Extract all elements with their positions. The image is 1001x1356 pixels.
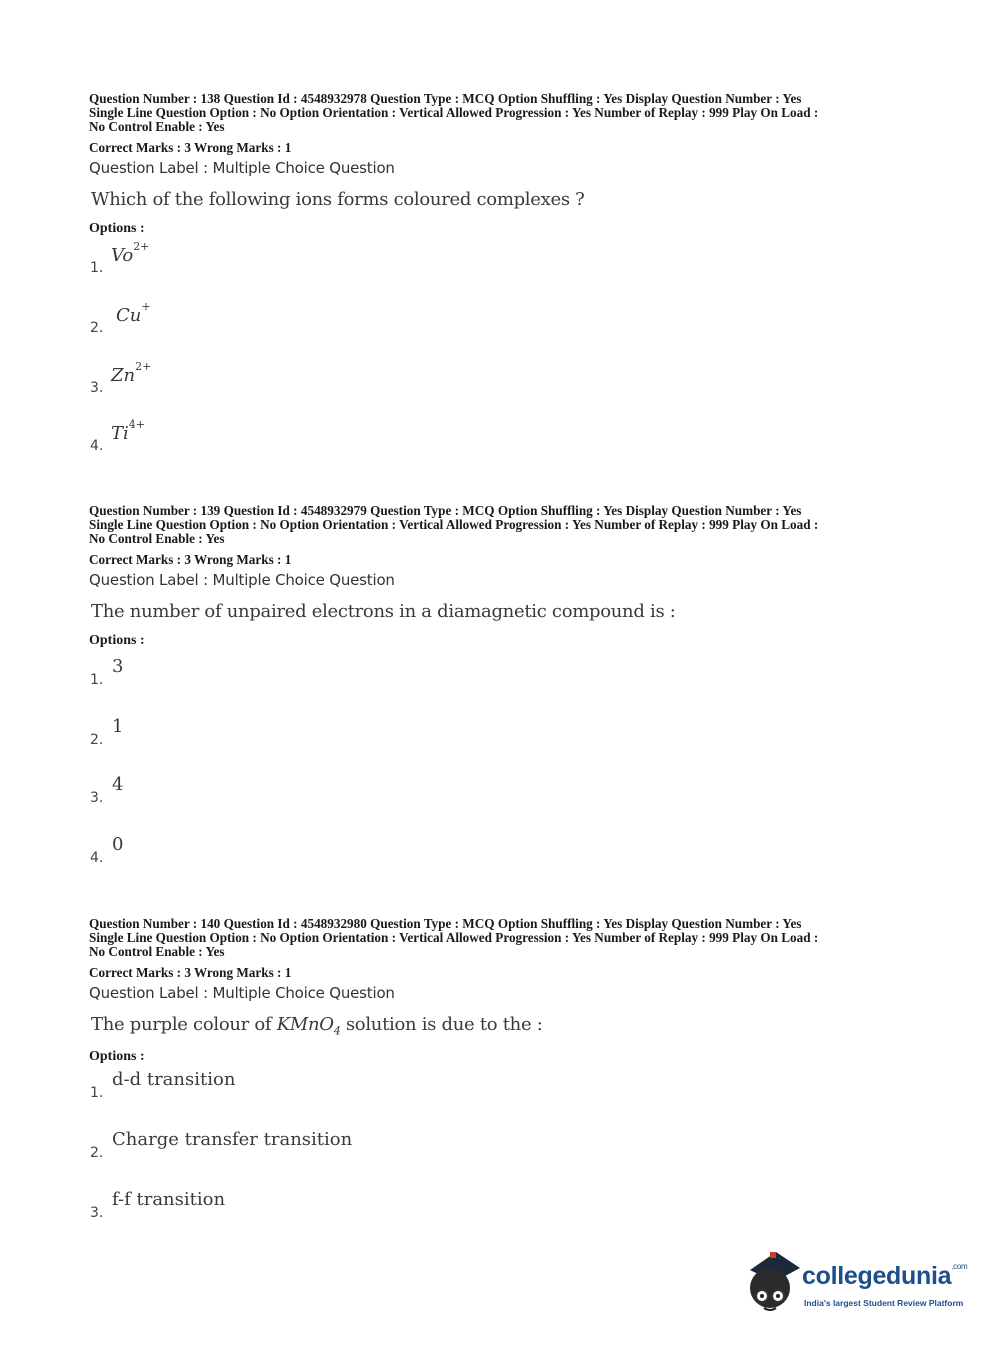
logo-tagline: India's largest Student Review Platform	[804, 1298, 964, 1308]
option-number: 2.	[90, 1145, 104, 1161]
option-value: f-f transition	[112, 1189, 226, 1210]
mascot-icon	[742, 1248, 802, 1318]
option-number: 1.	[90, 672, 104, 688]
option-number: 1.	[90, 1085, 104, 1101]
options-heading: Options :	[89, 633, 145, 648]
options-list-139	[89, 656, 919, 876]
question-marks: Correct Marks : 3 Wrong Marks : 1	[89, 965, 292, 980]
collegedunia-logo	[742, 1248, 972, 1328]
option-number: 2.	[90, 320, 104, 336]
question-block-138	[89, 92, 919, 237]
question-text: Which of the following ions forms coloured complexes ?	[91, 189, 585, 210]
option-number: 3.	[90, 380, 104, 396]
option-number: 1.	[90, 260, 104, 276]
options-heading: Options :	[89, 221, 145, 236]
option-value: 3	[112, 656, 124, 677]
option-number: 4.	[90, 850, 104, 866]
question-marks: Correct Marks : 3 Wrong Marks : 1	[89, 552, 292, 567]
option-number: 2.	[90, 732, 104, 748]
question-label: Question Label : Multiple Choice Question	[89, 159, 395, 177]
question-text: The number of unpaired electrons in a diamagnetic compound is :	[91, 601, 676, 622]
options-list-140	[89, 1069, 919, 1229]
question-meta: Question Number : 139 Question Id : 4548932979 Question Type : MCQ Option Shuffling : Yes Display Question Number : Yes Single Line Question Option : No Option Orientation : Vertical Allowed Progression : Yes Number of Replay : 999 Play On Load : No Control Enable : Yes	[89, 503, 819, 546]
question-meta: Question Number : 140 Question Id : 4548932980 Question Type : MCQ Option Shuffling : Yes Display Question Number : Yes Single Line Question Option : No Option Orientation : Vertical Allowed Progression : Yes Number of Replay : 999 Play On Load : No Control Enable : Yes	[89, 916, 819, 959]
question-label: Question Label : Multiple Choice Question	[89, 571, 395, 589]
question-meta: Question Number : 138 Question Id : 4548932978 Question Type : MCQ Option Shuffling : Yes Display Question Number : Yes Single Line Question Option : No Option Orientation : Vertical Allowed Progression : Yes Number of Replay : 999 Play On Load : No Control Enable : Yes	[89, 91, 819, 134]
option-value: Charge transfer transition	[112, 1129, 353, 1150]
option-value: Cu+	[116, 300, 151, 326]
logo-wordmark: collegedunia$^{.com}$	[802, 1262, 968, 1290]
option-value: 0	[112, 834, 124, 855]
options-heading: Options :	[89, 1048, 145, 1064]
question-block-139	[89, 504, 919, 649]
question-label: Question Label : Multiple Choice Question	[89, 984, 395, 1002]
question-marks: Correct Marks : 3 Wrong Marks : 1	[89, 140, 292, 155]
options-list-138	[89, 240, 919, 464]
option-value: 1	[112, 716, 124, 737]
option-value: $Ti^{4+}$	[111, 418, 145, 444]
question-text: The purple colour of KMnO$_4$ solution is due to the :	[91, 1014, 543, 1038]
option-value: d-d transition	[112, 1069, 236, 1090]
option-value: $Vo^{2+}$	[111, 240, 150, 266]
option-value: 4	[112, 774, 124, 795]
option-number: 4.	[90, 438, 104, 454]
question-block-140	[89, 917, 919, 1065]
option-value: $Zn^{2+}$	[111, 360, 152, 386]
option-number: 3.	[90, 1205, 104, 1221]
option-number: 3.	[90, 790, 104, 806]
